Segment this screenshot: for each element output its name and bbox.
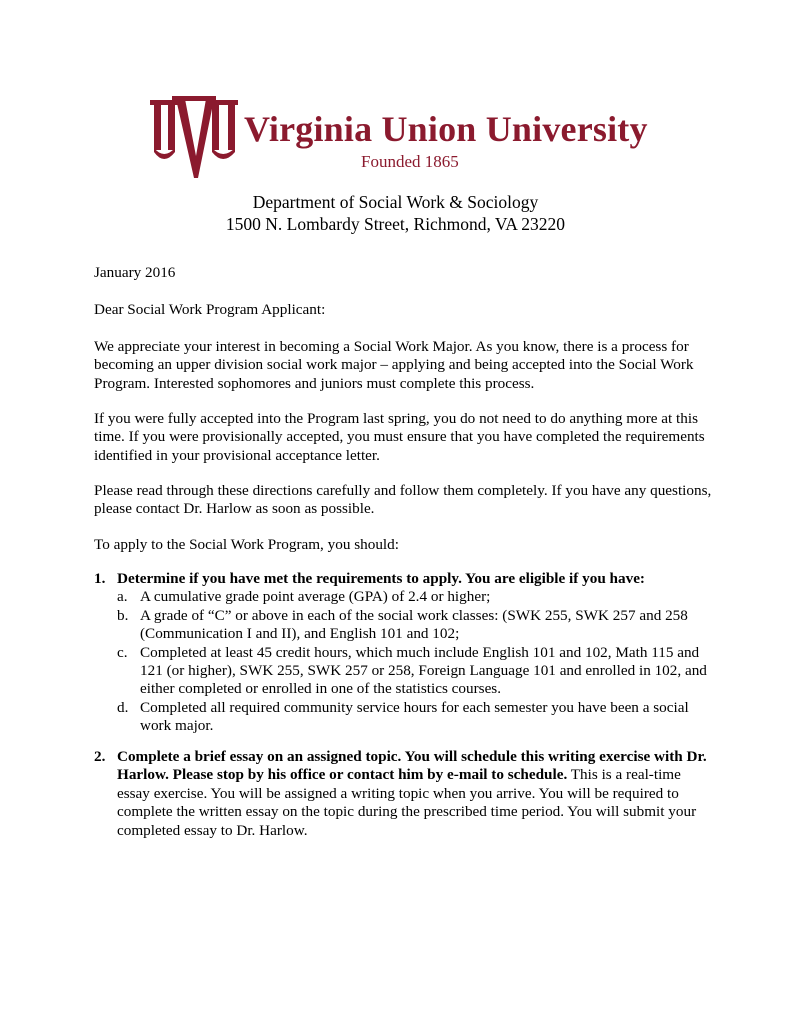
step-content [117,748,714,840]
list-item-letter: a. [117,588,128,606]
list-item-letter: b. [117,606,129,624]
paragraph-apply: To apply to the Social Work Program, you should: [94,536,399,553]
step-body: This is a real-time essay exercise. You will be assigned a writing topic when you arrive. You will be required to complete the written essay on the topic during the prescribed time period. You will submit your completed essay to Dr. Harlow. [117,766,697,839]
step-heading: Complete a brief essay on an assigned topic. You will schedule this writing exercise with Dr. Harlow. Please stop by his office or contact him by e-mail to schedule. [117,748,707,784]
paragraph-intro: We appreciate your interest in becoming a Social Work Major. As you know, there is a process for becoming an upper division social work major – applying and being accepted into the Social Work Program. Interested sophomores and juniors must complete this process. [94,338,694,392]
step-number: 1. [94,570,106,587]
paragraph-accepted: If you were fully accepted into the Program last spring, you do not need to do anything more at this time. If you were provisionally accepted, you must ensure that you have completed the requirements identified in your provisional acceptance letter. [94,410,705,464]
list-item-text: Completed at least 45 credit hours, which much include English 101 and 102, Math 115 and 121 (or higher), SWK 255, SWK 257 or 258, Foreign Language 101 and enrolled in 102, and either completed or enrolled in one of the statistics courses. [140,643,707,698]
department-name: Department of Social Work & Sociology [252,192,539,212]
list-item [117,588,714,606]
salutation: Dear Social Work Program Applicant: [94,301,326,318]
letter-date: January 2016 [94,264,176,281]
step-heading: Determine if you have met the requirements to apply. You are eligible if you have: [117,570,645,587]
step-1 [94,570,714,736]
founded-year: Founded 1865 [361,152,459,171]
letterhead [148,94,648,184]
university-name: Virginia Union University [244,109,648,149]
list-item-letter: d. [117,698,129,716]
paragraph-directions: Please read through these directions carefully and follow them completely. If you have any questions, please contact Dr. Harlow as soon as possible. [94,482,712,518]
department-header [0,191,791,235]
list-item-letter: c. [117,643,128,661]
step-2 [94,748,714,840]
university-logo [148,94,240,182]
department-address: 1500 N. Lombardy Street, Richmond, VA 23220 [225,214,566,234]
list-item [117,644,714,699]
list-item-text: A cumulative grade point average (GPA) of 2.4 or higher; [140,588,491,606]
list-item-text: A grade of “C” or above in each of the social work classes: (SWK 255, SWK 257 and 258 (Communication I and II), and English 101 and 102; [140,606,688,643]
list-item [117,607,714,644]
list-item-text: Completed all required community service hours for each semester you have been a social work major. [140,698,689,735]
step-number: 2. [94,748,106,765]
list-item [117,699,714,736]
